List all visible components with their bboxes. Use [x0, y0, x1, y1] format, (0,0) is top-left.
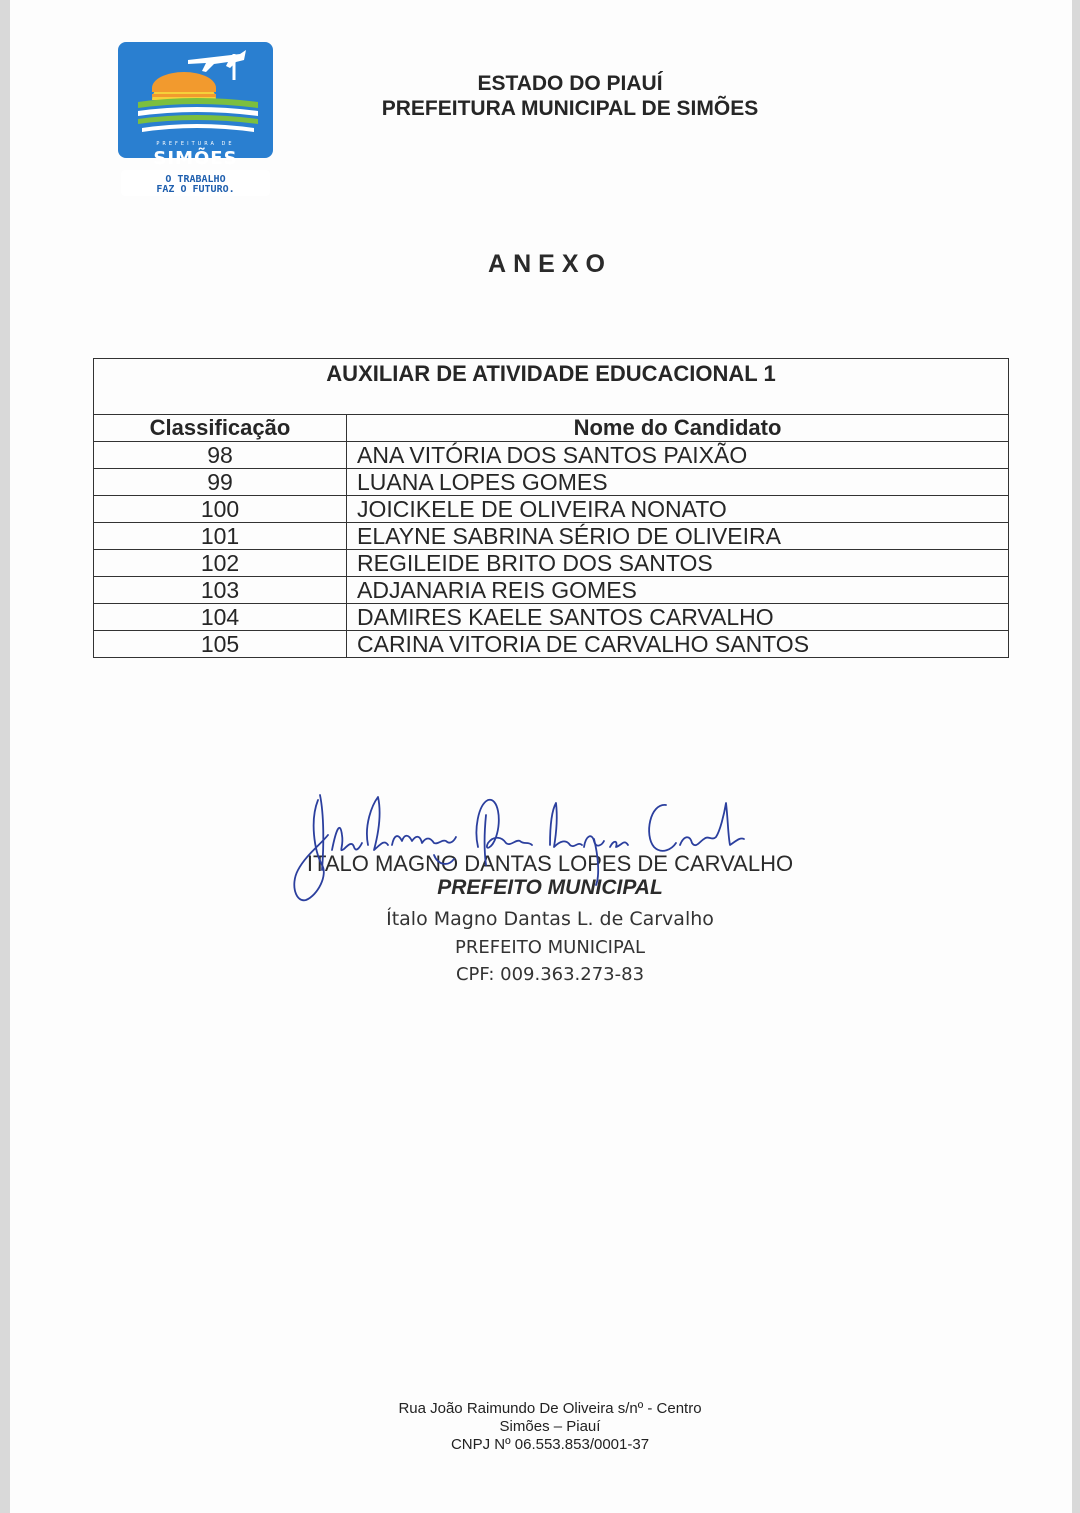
table-row [94, 550, 1009, 577]
rank-cell: 101 [94, 523, 347, 550]
rank-cell: 98 [94, 442, 347, 469]
name-cell: ELAYNE SABRINA SÉRIO DE OLIVEIRA [347, 523, 1009, 550]
logo-slogan-line2: FAZ O FUTURO. [156, 184, 235, 195]
name-cell: ANA VITÓRIA DOS SANTOS PAIXÃO [347, 442, 1009, 469]
table-row [94, 442, 1009, 469]
annex-title: ANEXO [488, 250, 612, 278]
name-cell: JOICIKELE DE OLIVEIRA NONATO [347, 496, 1009, 523]
name-cell: DAMIRES KAELE SANTOS CARVALHO [347, 604, 1009, 631]
name-cell: REGILEIDE BRITO DOS SANTOS [347, 550, 1009, 577]
stamp-role: PREFEITO MUNICIPAL [454, 937, 646, 958]
stamp-name: Ítalo Magno Dantas L. de Carvalho [386, 908, 714, 930]
table-row [94, 631, 1009, 658]
airplane-icon [188, 50, 246, 72]
table-row [94, 604, 1009, 631]
table-title-row [94, 359, 1009, 415]
signatory-printed-role: PREFEITO MUNICIPAL [437, 876, 663, 899]
footer-cnpj: CNPJ Nº 06.553.853/0001-37 [450, 1436, 650, 1453]
logo-prefix-text: PREFEITURA DE [156, 141, 235, 147]
rank-cell: 100 [94, 496, 347, 523]
table-title: AUXILIAR DE ATIVIDADE EDUCACIONAL 1 [94, 359, 1009, 415]
column-header-name: Nome do Candidato [347, 415, 1009, 442]
rank-cell: 104 [94, 604, 347, 631]
column-header-classification: Classificação [94, 415, 347, 442]
header-municipality: PREFEITURA MUNICIPAL DE SIMÕES [381, 97, 759, 120]
table-row [94, 523, 1009, 550]
municipality-logo [118, 42, 273, 195]
footer-address: Rua João Raimundo De Oliveira s/nº - Centro [398, 1400, 702, 1417]
rank-cell: 99 [94, 469, 347, 496]
logo-slogan-line1: O TRABALHO [165, 174, 226, 185]
document-page [10, 0, 1072, 1513]
signatory-printed-name: ITALO MAGNO DANTAS LOPES DE CARVALHO [306, 851, 794, 876]
name-cell: CARINA VITORIA DE CARVALHO SANTOS [347, 631, 1009, 658]
candidate-table [93, 358, 1009, 658]
handwritten-signature [288, 775, 758, 915]
table-header-row [94, 415, 1009, 442]
rank-cell: 102 [94, 550, 347, 577]
rank-cell: 103 [94, 577, 347, 604]
name-cell: ADJANARIA REIS GOMES [347, 577, 1009, 604]
footer-city: Simões – Piauí [499, 1418, 601, 1435]
header-state: ESTADO DO PIAUÍ [477, 72, 663, 95]
table-row [94, 496, 1009, 523]
table-row [94, 469, 1009, 496]
name-cell: LUANA LOPES GOMES [347, 469, 1009, 496]
logo-city-name: SIMÕES [153, 148, 238, 169]
stamp-cpf: CPF: 009.363.273-83 [455, 964, 645, 985]
table-row [94, 577, 1009, 604]
rank-cell: 105 [94, 631, 347, 658]
